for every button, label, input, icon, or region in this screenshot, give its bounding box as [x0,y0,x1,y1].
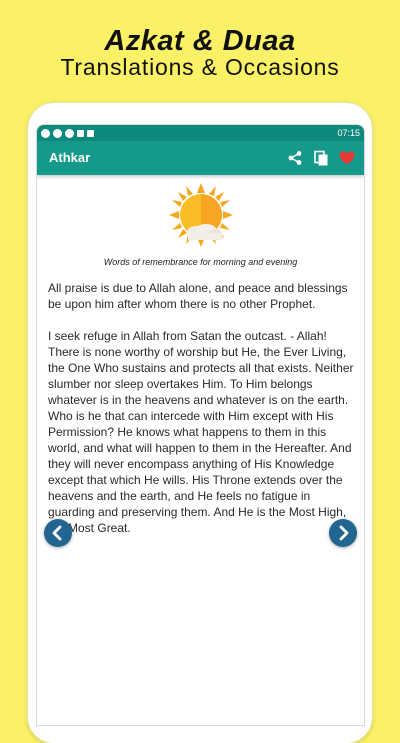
share-icon[interactable] [286,149,304,167]
app-bar [37,141,364,175]
next-button[interactable] [329,519,357,547]
app-notification-icon [87,130,94,137]
heart-icon[interactable] [338,149,356,167]
promo-title: Azkat & Duaa [104,25,296,57]
chevron-right-icon [341,527,347,539]
copy-icon[interactable] [312,149,330,167]
notification-dot-icon [41,129,50,138]
notification-dot-icon [65,129,74,138]
app-screen [37,125,364,725]
chevron-left-icon [54,527,60,539]
caption: Words of remembrance for morning and evening [103,257,298,267]
status-icons [41,128,94,138]
notification-dot-icon [53,129,62,138]
image-notification-icon [77,130,84,137]
sun-icon [168,182,234,248]
ayat-al-kursi-paragraph: I seek refuge in Allah from Satan the outcast. - Allah! There is none worthy of worship but He, the Ever Living, the One Who sustains and protects all that exists. Neither slumber nor sleep overtakes Him. To Him belongs whatever is in the heavens and whatever is on the earth. Who is he that can intercede with Him except with His Permission? He knows what happens to them in this world, and what will happen to them in the Hereafter. And they will never encompass anything of His Knowledge except that which He wills. His Throne extends over the heavens and the earth, and He feels no fatigue in guarding and preserving them. And He is the Most High, the Most Great. [48,329,354,535]
status-bar [37,125,364,141]
promo-subtitle: Translations & Occasions [60,54,340,80]
app-title: Athkar [49,150,91,165]
intro-paragraph: All praise is due to Allah alone, and peace and blessings be upon him after whom there is no other Prophet. [48,281,348,311]
previous-button[interactable] [44,519,72,547]
status-time: 07:15 [337,128,360,138]
